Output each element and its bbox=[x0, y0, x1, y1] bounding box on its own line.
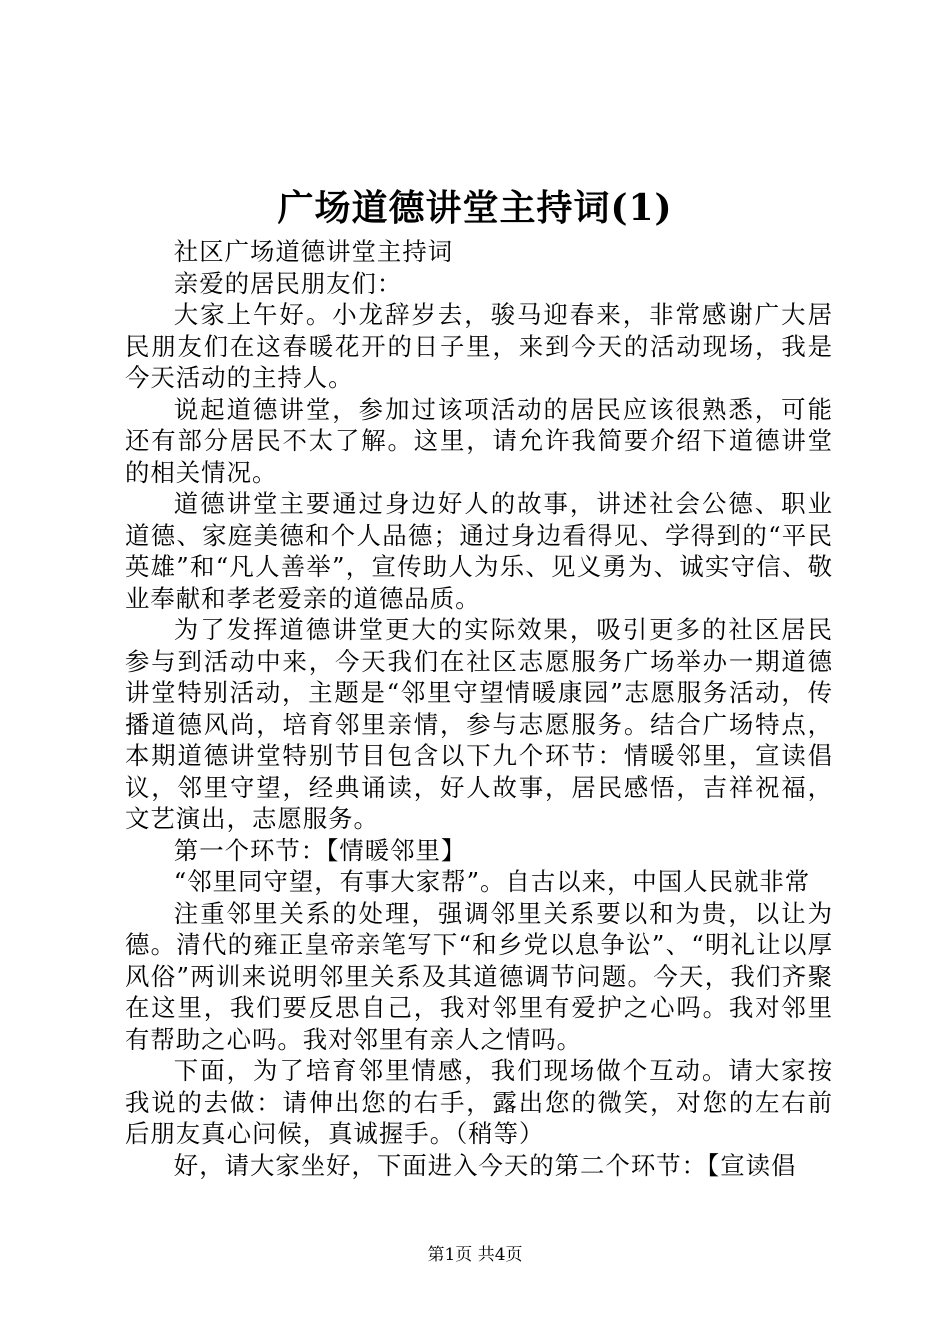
paragraph: 大家上午好。小龙辞岁去，骏马迎春来，非常感谢广大居民朋友们在这春暖花开的日子里，来到今天的活动现场，我是今天活动的主持人。 bbox=[125, 300, 833, 392]
page-footer: 第1页 共4页 bbox=[427, 1245, 523, 1265]
paragraph: 道德讲堂主要通过身边好人的故事，讲述社会公德、职业道德、家庭美德和个人品德；通过身边看得见、学得到的“平民英雄”和“凡人善举”，宣传助人为乐、见义勇为、诚实守信、敬业奉献和孝老爱亲的道德品质。 bbox=[125, 489, 833, 613]
document-body bbox=[125, 236, 833, 1181]
paragraph: 亲爱的居民朋友们： bbox=[173, 268, 403, 298]
paragraph: 好，请大家坐好，下面进入今天的第二个环节：【宣读倡 bbox=[173, 1150, 797, 1180]
document-title: 广场道德讲堂主持词(1) bbox=[277, 187, 673, 229]
paragraph: 为了发挥道德讲堂更大的实际效果，吸引更多的社区居民参与到活动中来，今天我们在社区志愿服务广场举办一期道德讲堂特别活动，主题是“邻里守望情暖康园”志愿服务活动，传播道德风尚，培育邻里亲情，参与志愿服务。结合广场特点，本期道德讲堂特别节目包含以下九个环节：情暖邻里，宣读倡议，邻里守望，经典诵读，好人故事，居民感悟，吉祥祝福，文艺演出，志愿服务。 bbox=[125, 615, 833, 833]
paragraph: 第一个环节：【情暖邻里】 bbox=[173, 835, 467, 865]
paragraph: 社区广场道德讲堂主持词 bbox=[173, 237, 454, 266]
paragraph: 说起道德讲堂，参加过该项活动的居民应该很熟悉，可能还有部分居民不太了解。这里，请允许我简要介绍下道德讲堂的相关情况。 bbox=[125, 394, 833, 487]
paragraph: “邻里同守望，有事大家帮”。自古以来，中国人民就非常 bbox=[173, 867, 811, 896]
paragraph: 下面，为了培育邻里情感，我们现场做个互动。请大家按我说的去做：请伸出您的右手，露出您的微笑，对您的左右前后朋友真心问候，真诚握手。（稍等） bbox=[125, 1056, 833, 1148]
paragraph: 注重邻里关系的处理，强调邻里关系要以和为贵，以让为德。清代的雍正皇帝亲笔写下“和乡党以息争讼”、“明礼让以厚风俗”两训来说明邻里关系及其道德调节问题。今天，我们齐聚在这里，我们要反思自己，我对邻里有爱护之心吗。我对邻里有帮助之心吗。我对邻里有亲人之情吗。 bbox=[125, 898, 833, 1054]
